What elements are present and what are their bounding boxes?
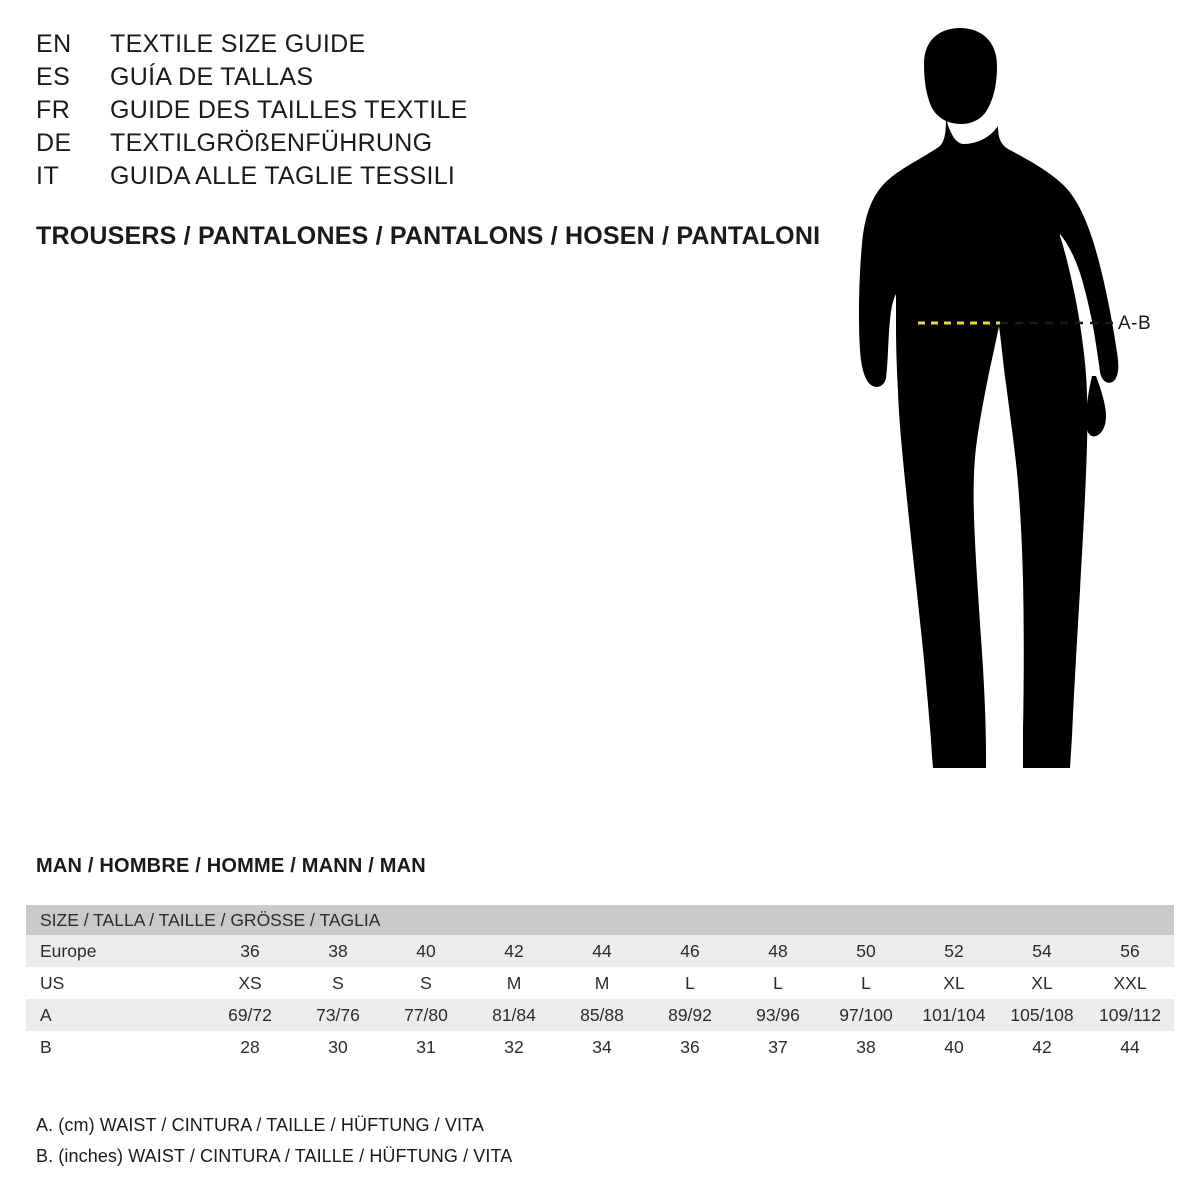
table-cell: 36 (206, 935, 294, 967)
table-cell: 40 (382, 935, 470, 967)
table-cell: 69/72 (206, 999, 294, 1031)
row-label: B (26, 1031, 206, 1063)
table-cell: 54 (998, 935, 1086, 967)
table-row (26, 999, 1174, 1031)
table-cell: 101/104 (910, 999, 998, 1031)
table-cell: 56 (1086, 935, 1174, 967)
table-cell: 32 (470, 1031, 558, 1063)
garment-type-line: TROUSERS / PANTALONES / PANTALONS / HOSEN / PANTALONI (36, 222, 821, 250)
table-cell: 46 (646, 935, 734, 967)
row-label: A (26, 999, 206, 1031)
language-code: DE (36, 129, 72, 157)
language-code: EN (36, 30, 72, 58)
language-row (36, 63, 796, 96)
table-cell: 73/76 (294, 999, 382, 1031)
table-cell: S (382, 967, 470, 999)
table-cell: 37 (734, 1031, 822, 1063)
measurement-notes (36, 1110, 512, 1172)
table-cell: 42 (470, 935, 558, 967)
table-cell: S (294, 967, 382, 999)
table-cell: 38 (822, 1031, 910, 1063)
language-title: GUIDA ALLE TAGLIE TESSILI (110, 162, 456, 190)
table-cell: XXL (1086, 967, 1174, 999)
language-code: IT (36, 162, 60, 190)
table-cell: 85/88 (558, 999, 646, 1031)
table-cell: 105/108 (998, 999, 1086, 1031)
note-a: A. (cm) WAIST / CINTURA / TAILLE / HÜFTUNG / VITA (36, 1115, 484, 1135)
table-cell: 36 (646, 1031, 734, 1063)
table-section-title: MAN / HOMBRE / HOMME / MANN / MAN (36, 855, 426, 877)
table-row (26, 935, 1174, 967)
table-cell: 93/96 (734, 999, 822, 1031)
body-silhouette-figure (800, 20, 1200, 810)
language-row (36, 96, 796, 129)
table-cell: 44 (558, 935, 646, 967)
table-cell: M (558, 967, 646, 999)
table-row (26, 967, 1174, 999)
language-row (36, 30, 796, 63)
table-header-label: SIZE / TALLA / TAILLE / GRÖSSE / TAGLIA (26, 905, 1174, 935)
table-cell: 40 (910, 1031, 998, 1063)
table-cell: 48 (734, 935, 822, 967)
table-cell: 42 (998, 1031, 1086, 1063)
table-cell: 81/84 (470, 999, 558, 1031)
table-cell: 97/100 (822, 999, 910, 1031)
note-b: B. (inches) WAIST / CINTURA / TAILLE / HÜFTUNG / VITA (36, 1146, 513, 1166)
table-row (26, 1031, 1174, 1063)
language-code: ES (36, 63, 71, 91)
table-cell: 38 (294, 935, 382, 967)
table-cell: 50 (822, 935, 910, 967)
measure-label-ab: A-B (1118, 313, 1152, 334)
table-cell: L (822, 967, 910, 999)
row-label: Europe (26, 935, 206, 967)
row-label: US (26, 967, 206, 999)
size-table (26, 905, 1174, 1063)
table-cell: M (470, 967, 558, 999)
table-cell: 30 (294, 1031, 382, 1063)
language-list (36, 30, 796, 195)
table-cell: 34 (558, 1031, 646, 1063)
table-cell: 31 (382, 1031, 470, 1063)
table-cell: XL (998, 967, 1086, 999)
table-cell: 77/80 (382, 999, 470, 1031)
table-cell: XL (910, 967, 998, 999)
table-cell: 44 (1086, 1031, 1174, 1063)
language-code: FR (36, 96, 71, 124)
table-header-row (26, 905, 1174, 935)
size-table-wrap (26, 905, 1174, 1063)
table-cell: 52 (910, 935, 998, 967)
table-cell: 109/112 (1086, 999, 1174, 1031)
table-cell: XS (206, 967, 294, 999)
table-cell: 89/92 (646, 999, 734, 1031)
silhouette-svg (800, 20, 1200, 810)
language-row (36, 162, 796, 195)
language-title: TEXTILGRÖßENFÜHRUNG (110, 129, 433, 157)
language-title: TEXTILE SIZE GUIDE (110, 30, 366, 58)
table-cell: L (646, 967, 734, 999)
language-row (36, 129, 796, 162)
table-cell: L (734, 967, 822, 999)
language-title: GUÍA DE TALLAS (110, 63, 314, 91)
table-cell: 28 (206, 1031, 294, 1063)
language-title: GUIDE DES TAILLES TEXTILE (110, 96, 468, 124)
